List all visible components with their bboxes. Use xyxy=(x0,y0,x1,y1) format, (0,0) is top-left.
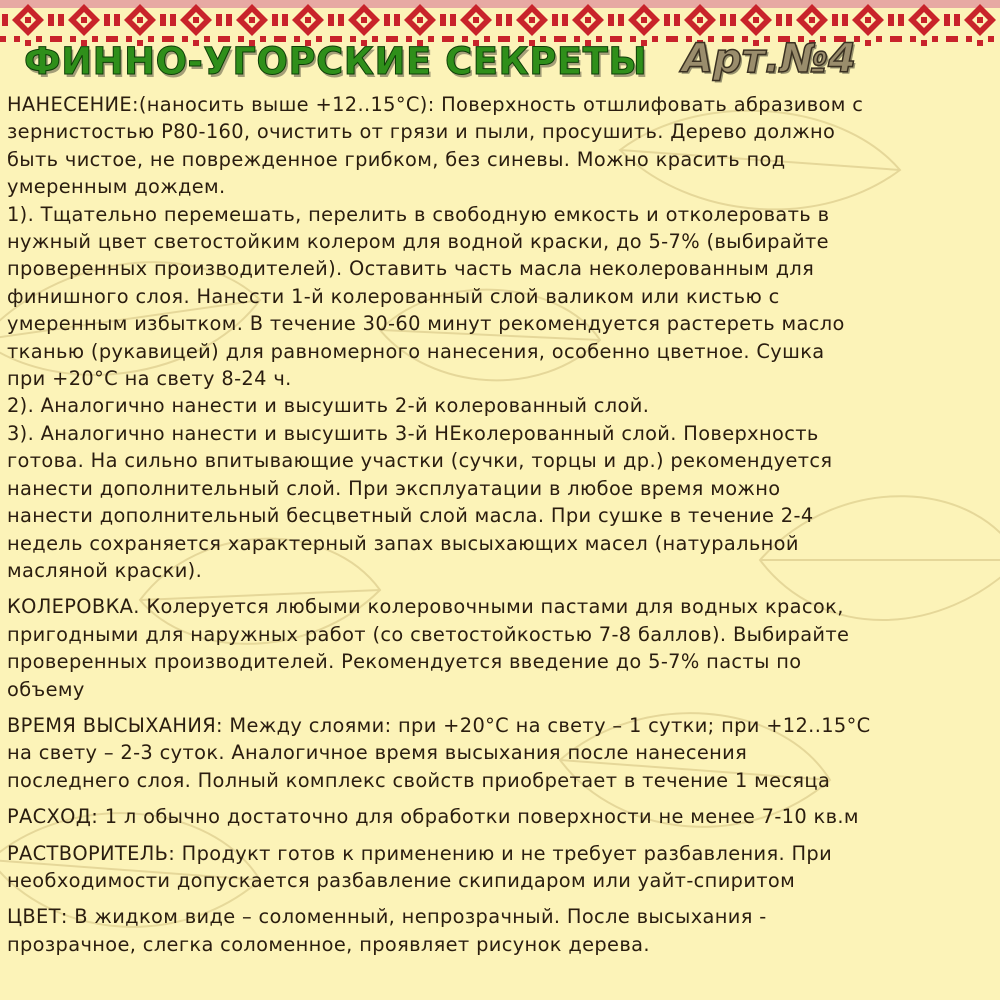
text-line: при +20°С на свету 8-24 ч. xyxy=(7,367,292,391)
text-line: на свету – 2-3 суток. Аналогичное время высыхания после нанесения xyxy=(7,741,748,765)
text-line: нужный цвет светостойким колером для водной краски, до 5-7% (выбирайте xyxy=(7,230,829,254)
text-line: быть чистое, не поврежденное грибком, без синевы. Можно красить под xyxy=(7,147,786,171)
text-line: ЦВЕТ: В жидком виде – соломенный, непрозрачный. После высыхания - xyxy=(7,905,767,929)
text-line: РАСХОД: 1 л обычно достаточно для обработки поверхности не менее 7-10 кв.м xyxy=(7,805,859,829)
section-drying-time xyxy=(7,712,997,794)
text-line: готова. На сильно впитывающие участки (сучки, торцы и др.) рекомендуется xyxy=(7,449,833,473)
text-line: 1). Тщательно перемешать, перелить в свободную емкость и отколеровать в xyxy=(7,202,830,226)
text-line: умеренным избытком. В течение 30-60 минут рекомендуется растереть масло xyxy=(7,312,845,336)
section-tinting xyxy=(7,593,997,703)
text-line: проверенных производителей. Рекомендуется введение до 5-7% пасты по xyxy=(7,650,802,674)
text-line: необходимости допускается разбавление скипидаром или уайт-спиритом xyxy=(7,868,796,892)
text-line: КОЛЕРОВКА. Колеруется любыми колеровочными пастами для водных красок, xyxy=(7,595,844,619)
text-line: тканью (рукавицей) для равномерного нанесения, особенно цветное. Сушка xyxy=(7,339,825,363)
section-application xyxy=(7,91,997,584)
text-line: умеренным дождем. xyxy=(7,175,226,199)
text-line: объему xyxy=(7,677,85,701)
text-line: 3). Аналогично нанести и высушить 3-й НЕколерованный слой. Поверхность xyxy=(7,421,819,445)
text-line: масляной краски). xyxy=(7,558,203,582)
text-line: нанести дополнительный слой. При эксплуатации в любое время можно xyxy=(7,476,781,500)
text-line: пригодными для наружных работ (со светостойкостью 7-8 баллов). Выбирайте xyxy=(7,622,850,646)
text-line: проверенных производителей). Оставить часть масла неколерованным для xyxy=(7,257,815,281)
text-line: недель сохраняется характерный запах высыхающих масел (натуральной xyxy=(7,531,799,555)
instructions-text xyxy=(7,91,997,958)
section-consumption xyxy=(7,803,997,830)
text-line: ВРЕМЯ ВЫСЫХАНИЯ: Между слоями: при +20°С на свету – 1 сутки; при +12..15°С xyxy=(7,713,871,737)
article-number: Арт.№4 xyxy=(682,36,856,82)
page-title: ФИННО-УГОРСКИЕ СЕКРЕТЫ xyxy=(24,40,648,83)
text-line: финишного слоя. Нанести 1-й колерованный слой валиком или кистью с xyxy=(7,284,780,308)
text-line: зернистостью Р80-160, очистить от грязи и пыли, просушить. Дерево должно xyxy=(7,120,836,144)
text-line: НАНЕСЕНИЕ:(наносить выше +12..15°С): Поверхность отшлифовать абразивом с xyxy=(7,93,864,116)
section-solvent xyxy=(7,840,997,895)
text-line: прозрачное, слегка соломенное, проявляет рисунок дерева. xyxy=(7,932,650,956)
text-line: РАСТВОРИТЕЛЬ: Продукт готов к применению и не требует разбавления. При xyxy=(7,841,833,865)
text-line: последнего слоя. Полный комплекс свойств приобретает в течение 1 месяца xyxy=(7,768,831,792)
text-line: нанести дополнительный бесцветный слой масла. При сушке в течение 2-4 xyxy=(7,504,814,528)
text-line: 2). Аналогично нанести и высушить 2-й колерованный слой. xyxy=(7,394,650,418)
section-color xyxy=(7,903,997,958)
